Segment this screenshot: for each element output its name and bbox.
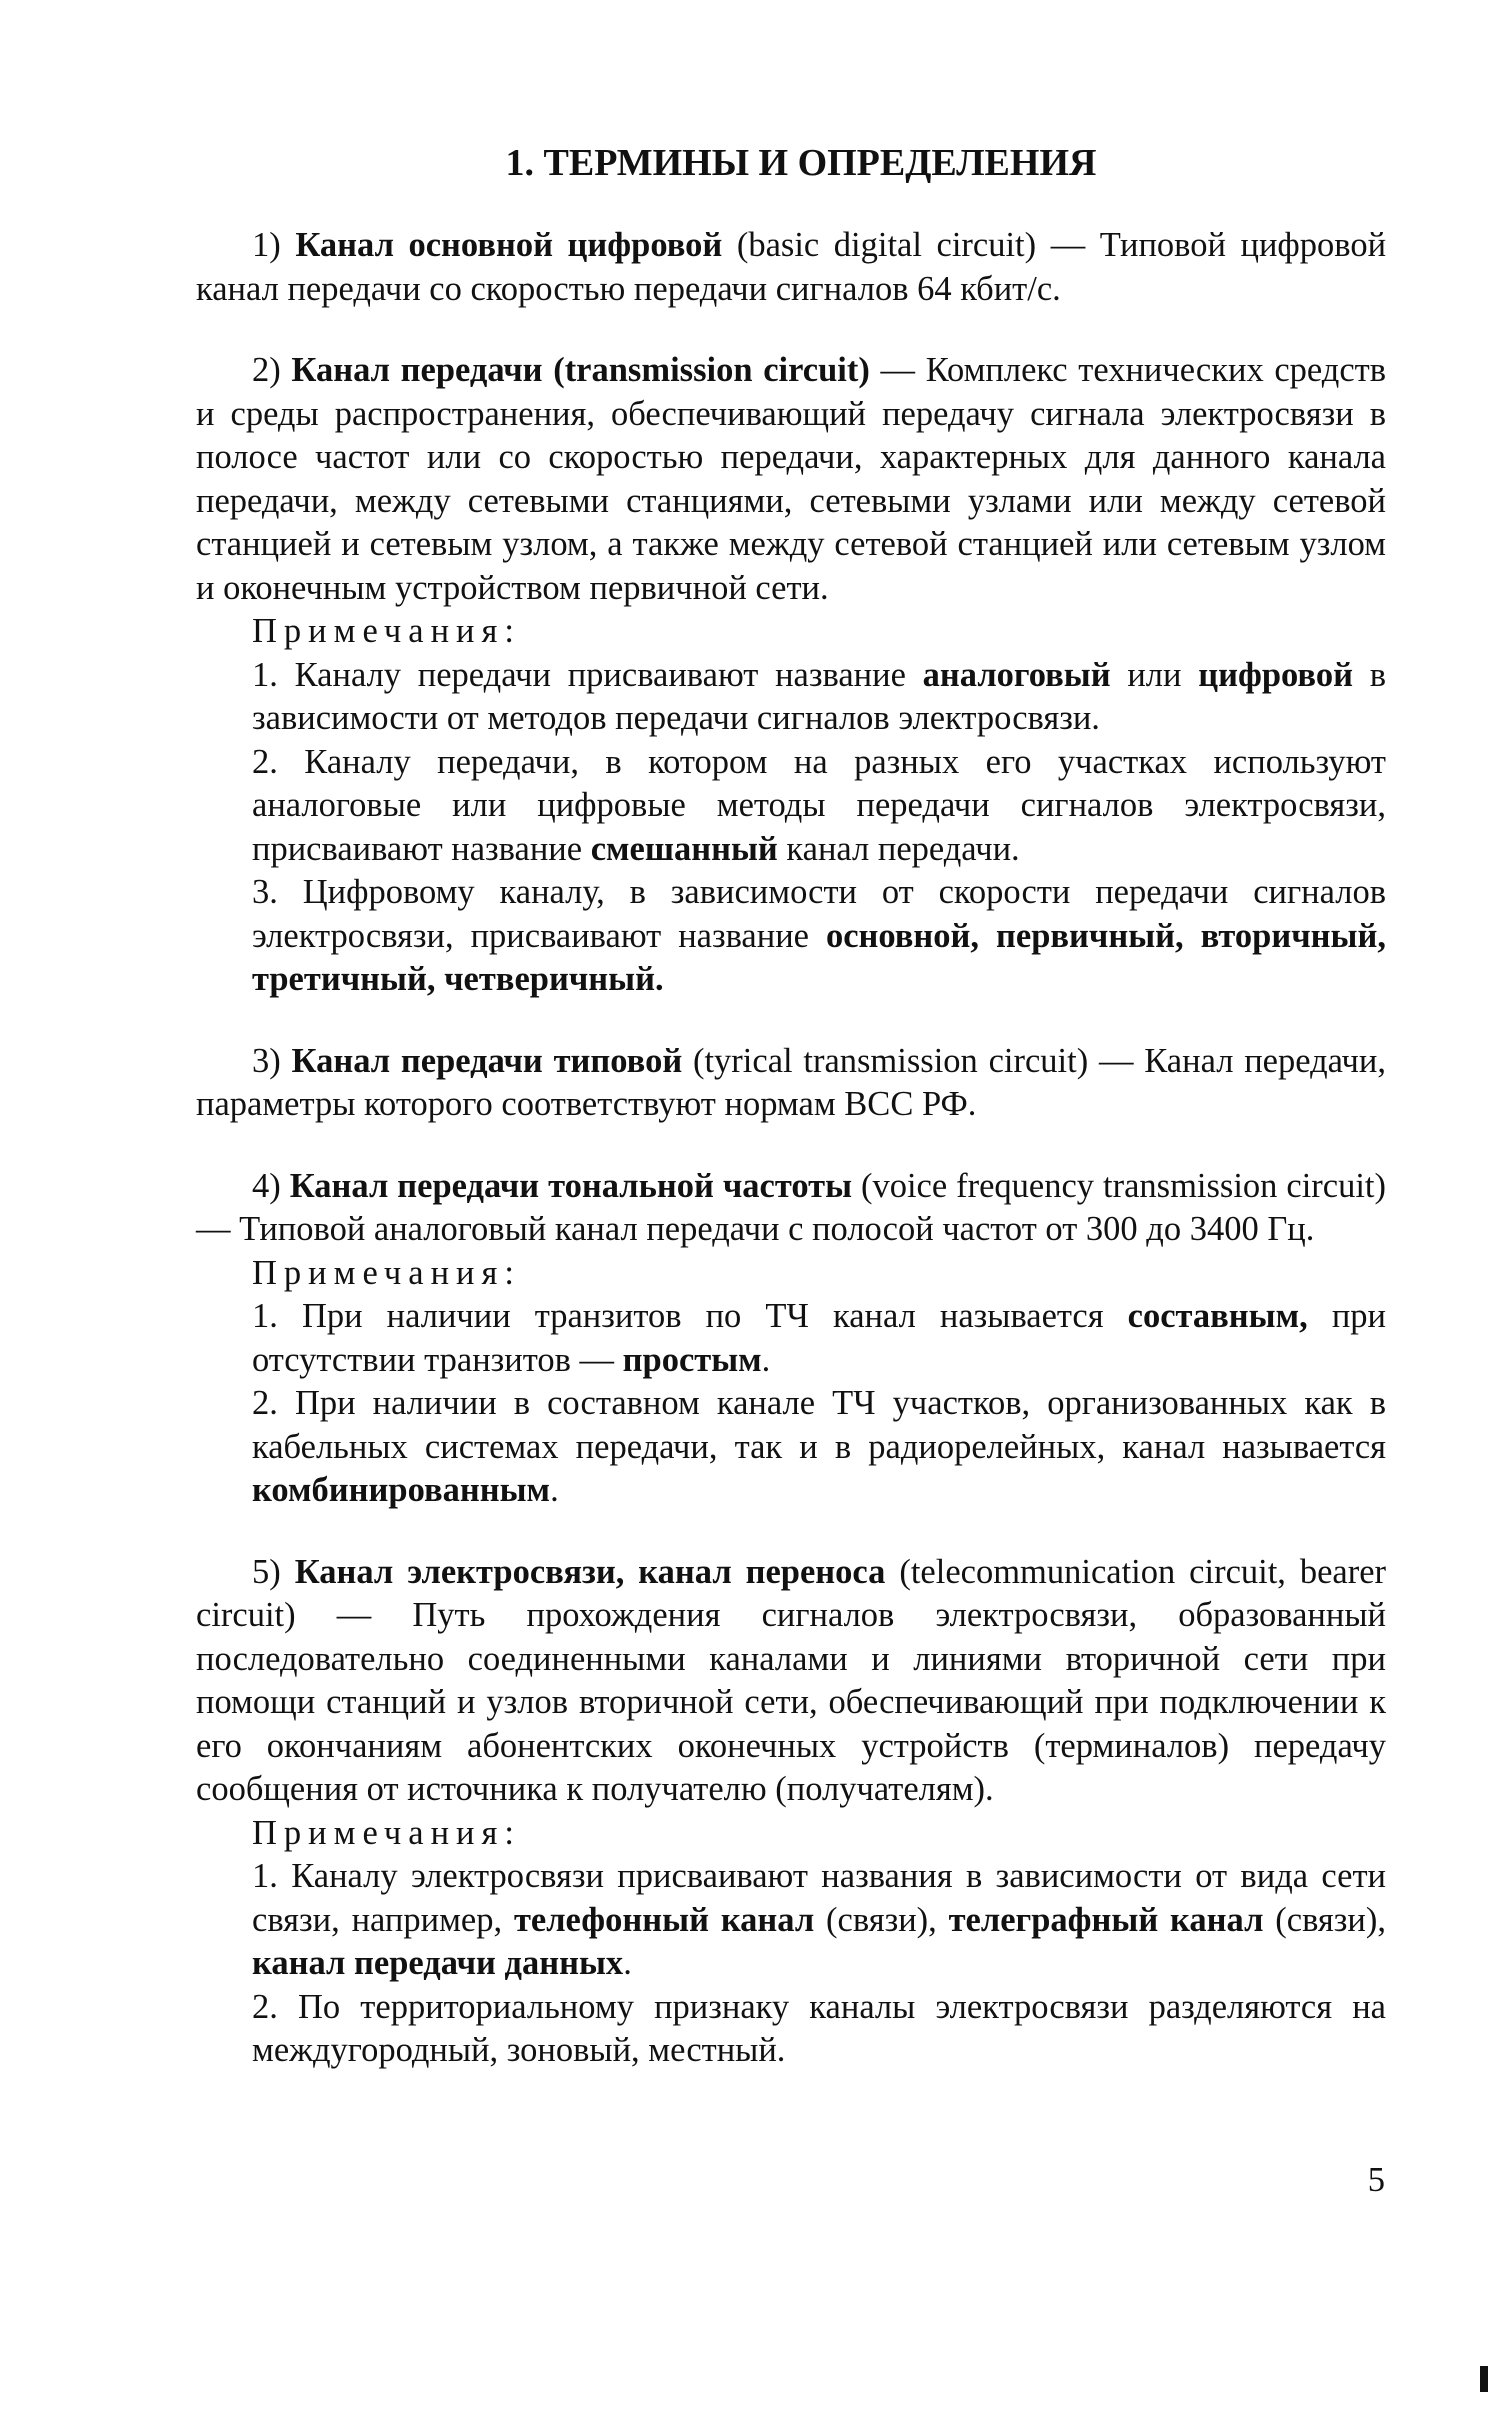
term-name: Канал основной цифровой — [295, 226, 723, 264]
notes-heading: Примечания: — [252, 1253, 521, 1292]
term-name: Канал передачи тональной частоты — [289, 1166, 853, 1205]
term-number: 5) — [252, 1552, 281, 1591]
note-bold: цифровой — [1198, 655, 1353, 694]
note-item — [196, 654, 1386, 741]
term-english: (voice frequency transmission circuit) — [860, 1166, 1386, 1205]
note-text: в зависимости от методов передачи сигналов электросвязи. — [252, 655, 1386, 737]
note-item — [196, 1295, 1386, 1382]
scan-edge-mark — [1480, 2366, 1488, 2392]
term-1 — [196, 224, 1386, 311]
document-page — [196, 140, 1386, 2073]
term-definition: — Путь прохождения сигналов электросвязи, образованный последовательно соединенными каналами и линиями вторичной сети при помощи станций и узлов вторичной сети, обеспечивающий при подключении к его окончаниям абонентских оконечных устройств (терминалов) передачу сообщения от источника к получателю (получателям). — [196, 1596, 1386, 1808]
page-title: 1. ТЕРМИНЫ И ОПРЕДЕЛЕНИЯ — [505, 142, 1097, 184]
term-5 — [196, 1551, 1386, 1812]
note-text: 1. Каналу электросвязи присваивают названия в зависимости от вида сети связи, например, — [252, 1857, 1386, 1939]
note-text: (связи), — [814, 1900, 949, 1939]
term-definition: — Комплекс технических средств и среды распространения, обеспечивающий передачу сигнала электросвязи в полосе частот или со скоростью передачи, характерных для данного канала передачи, между сетевыми станциями, сетевыми узлами или между сетевой станцией и сетевым узлом, а также между сетевой станцией или сетевым узлом и оконечным устройством первичной сети. — [196, 351, 1386, 607]
note-text: канал передачи. — [777, 829, 1020, 868]
note-item — [196, 1986, 1386, 2073]
note-bold: телеграфный канал — [948, 1900, 1264, 1939]
page-number: 5 — [1367, 2161, 1385, 2199]
note-text: при отсутствии транзитов — — [252, 1297, 1386, 1379]
term-number: 2) — [252, 351, 281, 389]
notes-heading: Примечания: — [252, 612, 521, 650]
term-number: 4) — [252, 1166, 281, 1205]
note-text: 2. Каналу передачи, в котором на разных его участках используют аналоговые или цифровые методы передачи сигналов электросвязи, присваивают название — [252, 742, 1386, 868]
term-number: 3) — [252, 1041, 281, 1080]
note-bold: комбинированным — [252, 1471, 551, 1509]
note-item — [196, 1382, 1386, 1513]
note-text: 2. По территориальному признаку каналы электросвязи разделяются на междугородный, зоновый, местный. — [252, 1987, 1386, 2069]
note-item — [196, 1855, 1386, 1986]
term-english: (basic digital circuit) — [736, 226, 1037, 264]
note-bold: телефонный канал — [513, 1900, 815, 1939]
note-text: . — [550, 1471, 559, 1509]
term-name: Канал передачи (transmission circuit) — [291, 351, 870, 389]
note-text: 1. При наличии транзитов по ТЧ канал называется — [252, 1297, 1128, 1335]
note-text: (связи), — [1263, 1900, 1386, 1939]
note-text: 3. Цифровому каналу, в зависимости от скорости передачи сигналов электросвязи, присваивают название — [252, 873, 1386, 955]
note-item — [196, 741, 1386, 872]
term-name: Канал электросвязи, канал переноса — [294, 1552, 886, 1591]
note-item — [196, 871, 1386, 1002]
term-english: (tyrical transmission circuit) — [692, 1041, 1089, 1080]
note-bold: смешанный — [590, 829, 778, 868]
term-definition: — Канал передачи, параметры которого соответствуют нормам ВСС РФ. — [196, 1041, 1386, 1123]
note-text: 1. Каналу передачи присваивают название — [252, 655, 923, 694]
notes-heading: Примечания: — [252, 1813, 521, 1852]
term-definition: — Типовой аналоговый канал передачи с полосой частот от 300 до 3400 Гц. — [196, 1210, 1315, 1248]
note-text: . — [623, 1944, 632, 1982]
term-4 — [196, 1165, 1386, 1252]
term-3 — [196, 1040, 1386, 1127]
term-number: 1) — [252, 226, 281, 264]
note-bold: простым — [622, 1340, 762, 1379]
term-english: (telecommunication circuit, bearer circuit) — [196, 1552, 1387, 1634]
note-bold: основной, первичный, вторичный, третичный, четверичный. — [252, 916, 1386, 998]
note-text: . — [761, 1340, 771, 1379]
note-bold: составным, — [1127, 1297, 1308, 1335]
note-text: или — [1110, 655, 1199, 694]
note-bold: аналоговый — [922, 655, 1111, 694]
term-name: Канал передачи типовой — [291, 1041, 683, 1080]
term-2 — [196, 349, 1386, 610]
note-text: 2. При наличии в составном канале ТЧ участков, организованных как в кабельных системах передачи, так и в радиорелейных, канал называется — [252, 1384, 1386, 1466]
note-bold: канал передачи данных — [252, 1944, 624, 1982]
term-definition: — Типовой цифровой канал передачи со скоростью передачи сигналов 64 кбит/с. — [196, 226, 1387, 308]
